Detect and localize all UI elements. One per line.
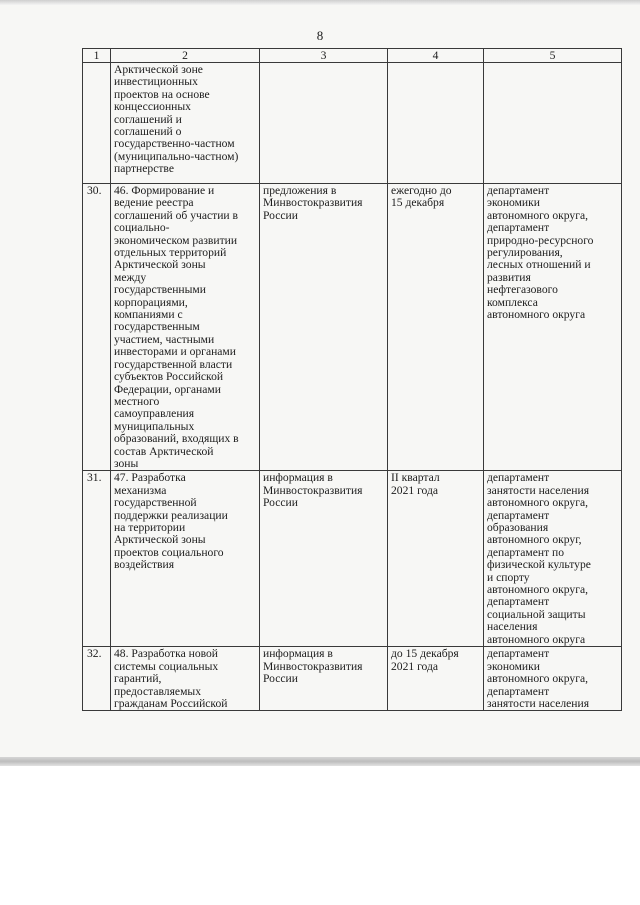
- result-form-cell: [260, 63, 388, 184]
- row-number-cell: 31.: [83, 471, 111, 647]
- executor-cell: департамент занятости населения автономного округа, департамент образования автономного округ, департамент по физической культуре и спорту автономного округа, департамент социальной защиты населения автономного округа: [484, 471, 622, 647]
- table-header-row: [83, 49, 622, 63]
- table-row-continuation: [83, 63, 622, 184]
- deadline-cell: [388, 63, 484, 184]
- page-bottom-edge: [0, 757, 640, 766]
- table-row: [83, 471, 622, 647]
- executor-cell: департамент экономики автономного округа, департамент природно-ресурсного регулирования, лесных отношений и развития нефтегазового комплекса автономного округа: [484, 184, 622, 471]
- row-number-cell: [83, 63, 111, 184]
- column-header: 5: [484, 49, 622, 63]
- deadline-cell: ежегодно до 15 декабря: [388, 184, 484, 471]
- event-cell: 48. Разработка новой системы социальных гарантий, предоставляемых гражданам Российской: [111, 647, 260, 711]
- executor-cell: [484, 63, 622, 184]
- column-header: 4: [388, 49, 484, 63]
- deadline-cell: II квартал 2021 года: [388, 471, 484, 647]
- deadline-cell: до 15 декабря 2021 года: [388, 647, 484, 711]
- table-row: [83, 184, 622, 471]
- column-header: 3: [260, 49, 388, 63]
- column-header: 2: [111, 49, 260, 63]
- executor-cell: департамент экономики автономного округа, департамент занятости населения: [484, 647, 622, 711]
- event-cell: 47. Разработка механизма государственной поддержки реализации на территории Арктической зоны проектов социального воздействия: [111, 471, 260, 647]
- event-cell: Арктической зоне инвестиционных проектов на основе концессионных соглашений и соглашений о государственно-частном (муниципально-частном) партнерстве: [111, 63, 260, 184]
- row-number-cell: 32.: [83, 647, 111, 711]
- event-cell: 46. Формирование и ведение реестра соглашений об участии в социально- экономическом развитии отдельных территорий Арктической зоны между государственными корпорациями, компаниями с государственным участием, частными инвесторами и органами государственной власти субъектов Российской Федерации, органами местного самоуправления муниципальных образований, входящих в состав Арктической зоны: [111, 184, 260, 471]
- column-header: 1: [83, 49, 111, 63]
- result-form-cell: информация в Минвостокразвития России: [260, 471, 388, 647]
- result-form-cell: предложения в Минвостокразвития России: [260, 184, 388, 471]
- row-number-cell: 30.: [83, 184, 111, 471]
- page-number: 8: [316, 28, 324, 43]
- plan-table: [82, 48, 622, 711]
- result-form-cell: информация в Минвостокразвития России: [260, 647, 388, 711]
- table-row: [83, 647, 622, 711]
